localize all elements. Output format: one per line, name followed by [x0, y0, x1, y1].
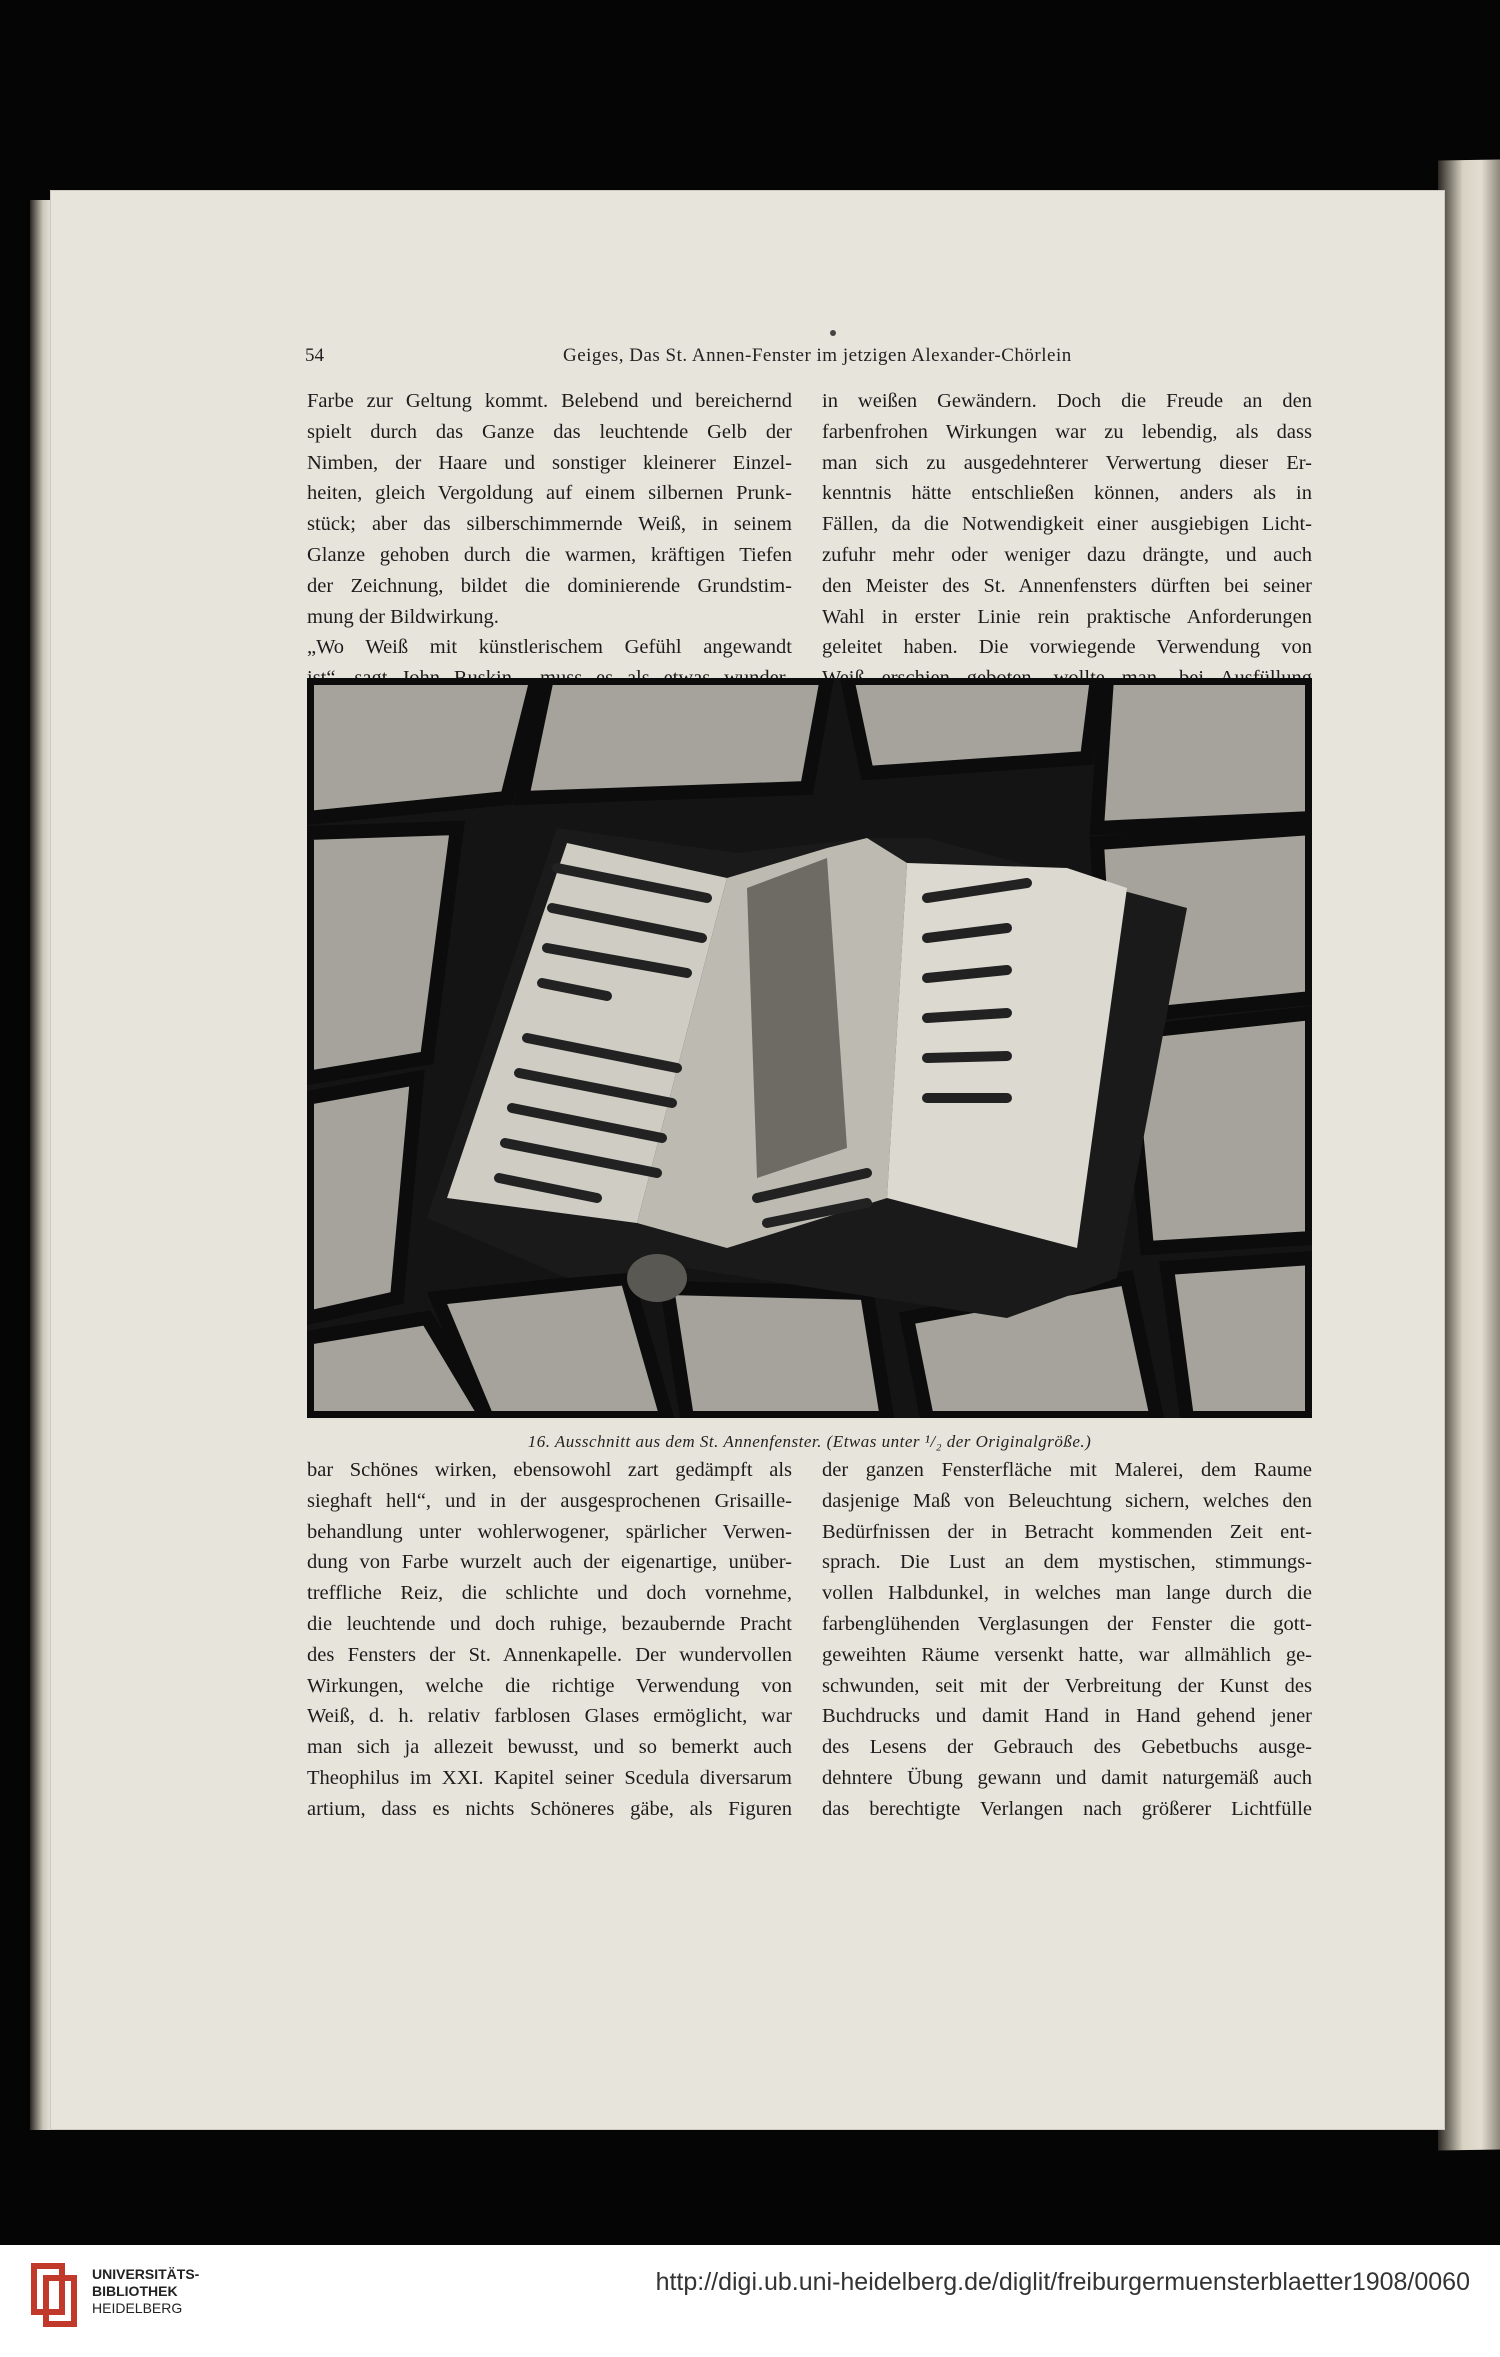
- book-edge: [1438, 159, 1500, 2150]
- text-line: stück; aber das silberschimmernde Weiß, in seinem: [307, 513, 792, 536]
- text-line: vollen Halbdunkel, in welches man lange durch die: [822, 1582, 1312, 1605]
- text-line: Wahl in erster Linie rein praktische Anforderungen: [822, 605, 1312, 628]
- text-line: geweihten Räume versenkt hatte, war allmählich ge-: [822, 1643, 1312, 1666]
- text-line: Fällen, da die Notwendigkeit einer ausgiebigen Licht-: [822, 513, 1312, 536]
- page-number: 54: [305, 345, 324, 366]
- text-line: „Wo Weiß mit künstlerischem Gefühl angewandt: [307, 636, 792, 659]
- text-line: bar Schönes wirken, ebensowohl zart gedämpft als: [307, 1459, 792, 1481]
- text-column-left-bottom: [307, 1455, 792, 1825]
- book-drawing: [427, 828, 1187, 1318]
- text-column-right-top: [822, 386, 1312, 694]
- footer-bar: [0, 2245, 1500, 2357]
- text-line: Buchdrucks und damit Hand in Hand gehend jener: [822, 1705, 1312, 1728]
- text-line: zufuhr mehr oder weniger dazu drängte, und auch: [822, 543, 1312, 566]
- text-column-left-top: [307, 386, 792, 694]
- text-line: treffliche Reiz, die schlichte und doch vornehme,: [307, 1582, 792, 1605]
- text-line: in weißen Gewändern. Doch die Freude an den: [822, 390, 1312, 412]
- text-line: der ganzen Fensterfläche mit Malerei, dem Raume: [822, 1459, 1312, 1481]
- text-line: der Zeichnung, bildet die dominierende Grundstim-: [307, 574, 792, 597]
- figure-stained-glass-book: [307, 678, 1312, 1418]
- figure-caption: 16. Ausschnitt aus dem St. Annenfenster. (Etwas unter ¹/₂ der Originalgröße.): [527, 1432, 1092, 1451]
- source-url[interactable]: http://digi.ub.uni-heidelberg.de/diglit/freiburgermuensterblaetter1908/0060: [655, 2268, 1470, 2296]
- library-name-line1: UNIVERSITÄTS-: [92, 2266, 200, 2282]
- text-column-right-bottom: [822, 1455, 1312, 1825]
- text-line: dung von Farbe wurzelt auch der eigenartige, unüber-: [307, 1551, 792, 1574]
- text-line: heiten, gleich Vergoldung auf einem silbernen Prunk-: [307, 482, 792, 505]
- text-line: Wirkungen, welche die richtige Verwendung von: [307, 1674, 792, 1697]
- text-line: behandlung unter wohlerwogener, spärlicher Verwen-: [307, 1520, 792, 1543]
- text-line: farbenfrohen Wirkungen war zu lebendig, als dass: [822, 420, 1312, 443]
- text-line: farbenglühenden Verglasungen der Fenster die gott-: [822, 1612, 1312, 1635]
- text-line: Weiß, d. h. relativ farblosen Glases ermöglicht, war: [307, 1705, 792, 1728]
- text-line: Nimben, der Haare und sonstiger kleinerer Einzel-: [307, 451, 792, 474]
- stained-glass-illustration: [307, 678, 1312, 1418]
- text-line: Theophilus im XXI. Kapitel seiner Scedula diversarum: [307, 1766, 792, 1789]
- running-title: Geiges, Das St. Annen-Fenster im jetzigen Alexander-Chörlein: [563, 345, 1072, 366]
- text-line: schwunden, seit mit der Verbreitung der Kunst des: [822, 1674, 1312, 1697]
- text-line: mung der Bildwirkung.: [307, 605, 499, 628]
- text-line: die leuchtende und doch ruhige, bezaubernde Pracht: [307, 1612, 792, 1635]
- library-name-line2: BIBLIOTHEK: [92, 2283, 178, 2299]
- text-line: sprach. Die Lust an dem mystischen, stimmungs-: [822, 1551, 1312, 1574]
- text-line: Glanze gehoben durch die warmen, kräftigen Tiefen: [307, 543, 792, 566]
- text-line: geleitet haben. Die vorwiegende Verwendung von: [822, 636, 1312, 659]
- library-name-line3: HEIDELBERG: [92, 2300, 183, 2316]
- text-line: Bedürfnissen der in Betracht kommenden Zeit ent-: [822, 1520, 1312, 1543]
- page-spine: [30, 200, 52, 2130]
- text-line: spielt durch das Ganze das leuchtende Gelb der: [307, 420, 792, 443]
- text-line: das berechtigte Verlangen nach größerer Lichtfülle: [822, 1797, 1312, 1820]
- text-line: artium, dass es nichts Schöneres gäbe, als Figuren: [307, 1797, 792, 1820]
- university-library-logo-icon: [30, 2262, 80, 2328]
- text-line: sieghaft hell“, und in der ausgesprochenen Grisaille-: [307, 1489, 792, 1512]
- text-line: man sich zu ausgedehnterer Verwertung dieser Er-: [822, 451, 1312, 474]
- page-header: [305, 345, 1310, 375]
- text-line: des Fensters der St. Annenkapelle. Der wundervollen: [307, 1643, 792, 1666]
- binding-mark: [830, 330, 836, 336]
- text-line: dehntere Übung gewann und damit naturgemäß auch: [822, 1766, 1312, 1789]
- text-line: Farbe zur Geltung kommt. Belebend und bereichernd: [307, 390, 792, 412]
- text-line: den Meister des St. Annenfensters dürften bei seiner: [822, 574, 1312, 597]
- text-line: dasjenige Maß von Beleuchtung sichern, welches den: [822, 1489, 1312, 1512]
- text-line: man sich ja allezeit bewusst, und so bemerkt auch: [307, 1736, 792, 1759]
- text-line: des Lesens der Gebrauch des Gebetbuchs ausge-: [822, 1736, 1312, 1759]
- text-line: kenntnis hätte entschließen können, anders als in: [822, 482, 1312, 505]
- library-name: [92, 2266, 199, 2317]
